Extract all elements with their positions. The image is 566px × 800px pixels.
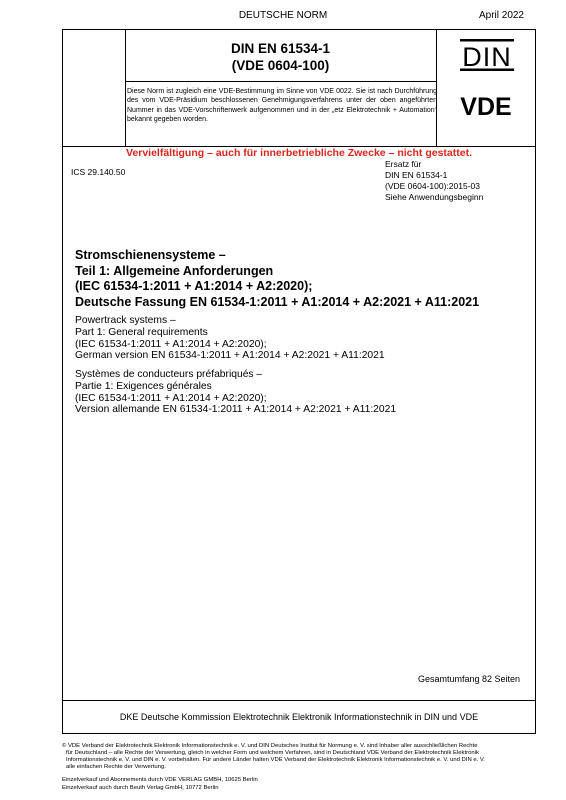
copyright-line: © VDE Verband der Elektrotechnik Elektronik Informationstechnik e. V. und DIN Deutsches Institut für Normung e. V. sind Inhaber aller ausschließlichen Rechte (62, 743, 478, 749)
french-title (75, 369, 396, 416)
english-title (75, 315, 385, 362)
english-title-line: German version EN 61534-1:2011 + A1:2014 + A2:2021 + A11:2021 (75, 350, 385, 362)
ics-code: ICS 29.140.50 (71, 167, 126, 177)
scope-note: Diese Norm ist zugleich eine VDE-Bestimmung im Sinne von VDE 0022. Sie ist nach Durchführung des vom VDE-Präsidium beschlossenen Genehmigungsverfahrens unter der oben angeführten Nummer in das VDE-Vorschriftenwerk aufgenommen und in der „etz Elektrotechnik + Automation“ bekannt gegeben worden. (127, 88, 437, 123)
vde-logo-text: VDE (460, 93, 512, 119)
copyright-notice (62, 743, 534, 771)
french-title-line: Version allemande EN 61534-1:2011 + A1:2014 + A2:2021 + A11:2021 (75, 404, 397, 416)
french-title-line: Partie 1: Exigences générales (75, 380, 212, 392)
german-title-line: Teil 1: Allgemeine Anforderungen (75, 263, 274, 278)
din-logo (446, 35, 526, 79)
replacement-line: (VDE 0604-100):2015-03 (385, 181, 480, 191)
copyright-line: für Deutschland – alle Rechte der Verwertung, gleich in welcher Form und welchem Verfahren, sind in Deutschland VDE Verband der Elektrotechnik Elektronik (66, 750, 479, 756)
copyright-line: Informationstechnik e. V. und DIN e. V. vorbehalten. Für andere Länder halten VDE Verband der Elektrotechnik Elektronik Informationstechnik e. V. und DIN e. V. (66, 757, 485, 763)
frame-divider-mid (125, 81, 436, 82)
vde-number: (VDE 0604-100) (231, 58, 330, 73)
din-logo-text: DIN (462, 42, 512, 72)
german-title-line: (IEC 61534-1:2011 + A1:2014 + A2:2020); (75, 279, 313, 293)
committee-line: DKE Deutsche Kommission Elektrotechnik Elektronik Informationstechnik in DIN und VDE (119, 712, 479, 722)
total-pages: Gesamtumfang 82 Seiten (417, 674, 520, 684)
english-title-line: (IEC 61534-1:2011 + A1:2014 + A2:2020); (75, 338, 267, 350)
copyright-line: alle einfachen Rechte der Verwertung. (66, 764, 166, 770)
english-title-line: Part 1: General requirements (75, 326, 208, 338)
replacement-line: Siehe Anwendungsbeginn (385, 192, 484, 202)
din-number: DIN EN 61534-1 (230, 41, 331, 56)
replacement-line: Ersatz für (385, 159, 422, 169)
sales-line: Einzelverkauf und Abonnements durch VDE VERLAG GMBH, 10625 Berlin (62, 777, 258, 783)
german-title (75, 248, 479, 310)
german-title-line: Stromschienensysteme – (75, 248, 226, 262)
standard-type: DEUTSCHE NORM (238, 10, 328, 21)
document-number (125, 40, 436, 74)
french-title-line: Systèmes de conducteurs préfabriqués – (75, 369, 263, 380)
sales-line: Einzelverkauf auch durch Beuth Verlag GmbH, 10772 Berlin (62, 784, 219, 791)
french-title-line: (IEC 61534-1:2011 + A1:2014 + A2:2020); (75, 392, 267, 404)
frame-divider-footer (63, 700, 535, 701)
replacement-info (385, 159, 483, 203)
english-title-line: Powertrack systems – (75, 315, 176, 326)
reproduction-warning: Vervielfältigung – auch für innerbetriebliche Zwecke – nicht gestattet. (125, 147, 472, 159)
publication-date: April 2022 (478, 10, 524, 21)
sales-info (62, 777, 258, 792)
replacement-line: DIN EN 61534-1 (385, 170, 448, 180)
german-title-line: Deutsche Fassung EN 61534-1:2011 + A1:2014 + A2:2021 + A11:2021 (75, 294, 480, 309)
vde-logo (446, 93, 526, 119)
